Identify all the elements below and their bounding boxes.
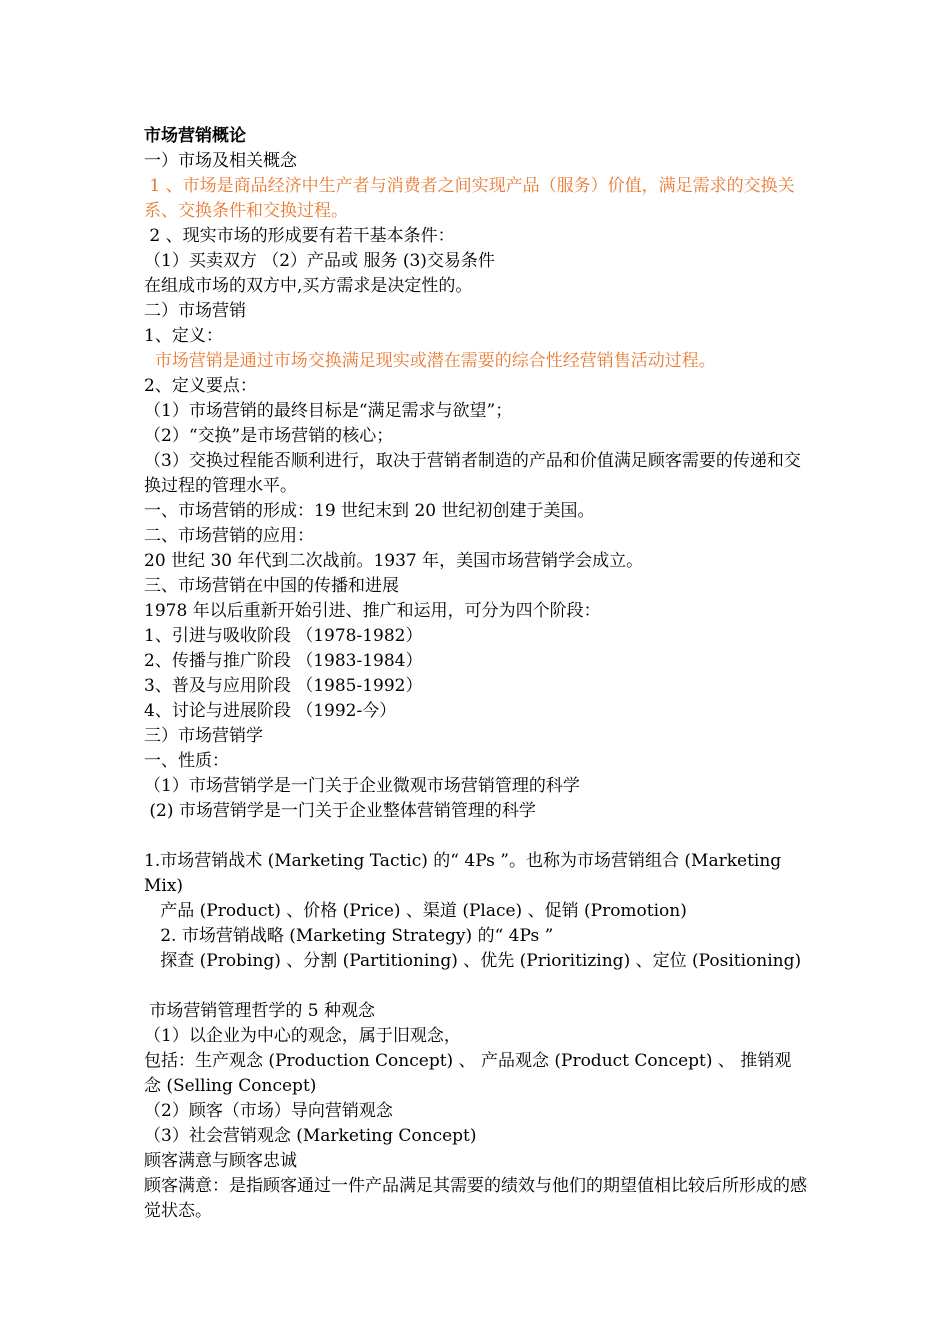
paragraph: 1978 年以后重新开始引进、推广和运用，可分为四个阶段： bbox=[144, 601, 601, 621]
paragraph: 20 世纪 30 年代到二次战前。1937 年，美国市场营销学会成立。 bbox=[144, 551, 644, 571]
list-item: （2）顾客（市场）导向营销观念 bbox=[144, 1101, 393, 1121]
list-item: 4、讨论与进展阶段 （1992-今） bbox=[144, 701, 397, 721]
paragraph: 顾客满意与顾客忠诚 bbox=[144, 1151, 297, 1171]
spacer bbox=[144, 974, 808, 999]
document-title: 市场营销概论 bbox=[144, 126, 246, 146]
paragraph: 一、性质： bbox=[144, 751, 229, 771]
paragraph: 2. 市场营销战略 (Marketing Strategy) 的“ 4Ps ” bbox=[144, 926, 554, 946]
list-item: （1）市场营销的最终目标是“满足需求与欲望”； bbox=[144, 401, 513, 421]
paragraph: 2 、现实市场的形成要有若干基本条件： bbox=[144, 226, 455, 246]
paragraph: 二、市场营销的应用： bbox=[144, 526, 314, 546]
section-heading: 三）市场营销学 bbox=[144, 726, 263, 746]
paragraph: 三、市场营销在中国的传播和进展 bbox=[144, 576, 399, 596]
paragraph: 包括：生产观念 (Production Concept) 、 产品观念 (Product Concept) 、 推销观念 (Selling Concept) bbox=[144, 1051, 792, 1096]
list-item: （3）社会营销观念 (Marketing Concept) bbox=[144, 1126, 477, 1146]
list-item: （2）“交换”是市场营销的核心； bbox=[144, 426, 394, 446]
list-item: 2、传播与推广阶段 （1983-1984） bbox=[144, 651, 423, 671]
paragraph: 顾客满意：是指顾客通过一件产品满足其需要的绩效与他们的期望值相比较后所形成的感觉状态。 bbox=[144, 1176, 807, 1221]
list-item: 3、普及与应用阶段 （1985-1992） bbox=[144, 676, 423, 696]
document-body bbox=[144, 124, 808, 1224]
paragraph: （1）买卖双方 （2）产品或 服务 (3)交易条件 bbox=[144, 251, 495, 271]
spacer bbox=[144, 824, 808, 849]
marketing-definition: 市场营销是通过市场交换满足现实或潜在需要的综合性经营销售活动过程。 bbox=[144, 351, 716, 371]
list-item: （3）交换过程能否顺利进行，取决于营销者制造的产品和价值满足顾客需要的传递和交换过程的管理水平。 bbox=[144, 451, 801, 496]
paragraph: 一、市场营销的形成：19 世纪末到 20 世纪初创建于美国。 bbox=[144, 501, 595, 521]
paragraph: 探查 (Probing) 、分割 (Partitioning) 、优先 (Prioritizing) 、定位 (Positioning) bbox=[144, 951, 802, 971]
paragraph: 1.市场营销战术 (Marketing Tactic) 的“ 4Ps ”。也称为市场营销组合 (Marketing Mix) bbox=[144, 851, 787, 896]
paragraph: 在组成市场的双方中,买方需求是决定性的。 bbox=[144, 276, 473, 296]
paragraph: 市场营销管理哲学的 5 种观念 bbox=[144, 1001, 376, 1021]
section-heading: 二）市场营销 bbox=[144, 301, 246, 321]
section-heading: 一）市场及相关概念 bbox=[144, 151, 297, 171]
paragraph: 1、定义： bbox=[144, 326, 223, 346]
paragraph: 2、定义要点： bbox=[144, 376, 257, 396]
list-item: 1、引进与吸收阶段 （1978-1982） bbox=[144, 626, 423, 646]
list-item: (2) 市场营销学是一门关于企业整体营销管理的科学 bbox=[144, 801, 536, 821]
market-definition: 1 、市场是商品经济中生产者与消费者之间实现产品（服务）价值，满足需求的交换关系、交换条件和交换过程。 bbox=[144, 176, 795, 221]
list-item: （1）市场营销学是一门关于企业微观市场营销管理的科学 bbox=[144, 776, 580, 796]
paragraph: 产品 (Product) 、价格 (Price) 、渠道 (Place) 、促销 (Promotion) bbox=[144, 901, 687, 921]
list-item: （1）以企业为中心的观念，属于旧观念， bbox=[144, 1026, 461, 1046]
